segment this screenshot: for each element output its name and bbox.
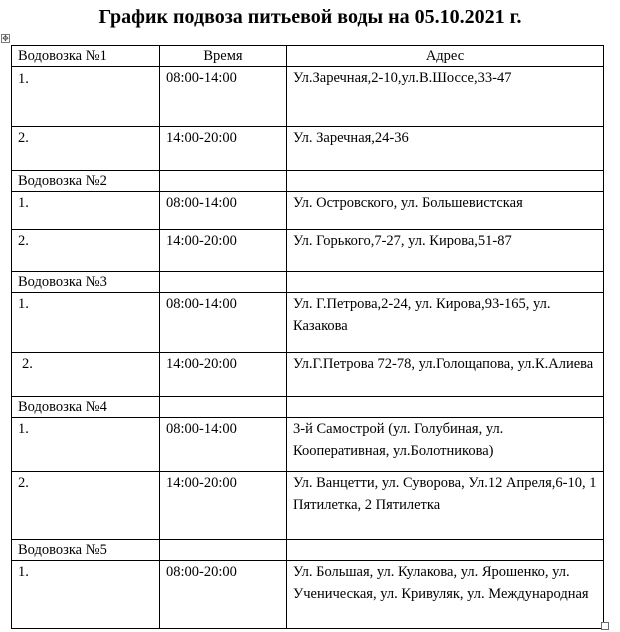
delivery-time: 14:00-20:00 bbox=[160, 230, 287, 272]
water-delivery-schedule-table bbox=[11, 45, 604, 629]
truck-group-label: Водовозка №3 bbox=[12, 272, 160, 293]
empty-cell bbox=[160, 397, 287, 418]
empty-cell bbox=[287, 540, 604, 561]
header-time: Время bbox=[160, 46, 287, 67]
delivery-time: 14:00-20:00 bbox=[160, 353, 287, 397]
delivery-address: Ул.Г.Петрова 72-78, ул.Голощапова, ул.К.Алиева bbox=[287, 353, 604, 397]
delivery-time: 14:00-20:00 bbox=[160, 127, 287, 171]
table-row bbox=[12, 230, 604, 272]
row-number: 1. bbox=[12, 192, 160, 230]
delivery-time: 08:00-14:00 bbox=[160, 293, 287, 353]
row-number: 1. bbox=[12, 418, 160, 472]
empty-cell bbox=[287, 397, 604, 418]
delivery-address: Ул. Островского, ул. Большевистская bbox=[287, 192, 604, 230]
table-row bbox=[12, 472, 604, 540]
table-move-handle-icon[interactable]: ✥ bbox=[2, 34, 9, 43]
table-row bbox=[12, 127, 604, 171]
delivery-address: 3-й Самострой (ул. Голубиная, ул. Кооперативная, ул.Болотникова) bbox=[287, 418, 604, 472]
table-row bbox=[12, 353, 604, 397]
delivery-time: 08:00-14:00 bbox=[160, 67, 287, 127]
delivery-address: Ул. Заречная,24-36 bbox=[287, 127, 604, 171]
group-header-row bbox=[12, 397, 604, 418]
delivery-time: 14:00-20:00 bbox=[160, 472, 287, 540]
empty-cell bbox=[160, 540, 287, 561]
table-row bbox=[12, 561, 604, 629]
row-number: 2. bbox=[12, 353, 160, 397]
group-header-row bbox=[12, 272, 604, 293]
row-number: 2. bbox=[12, 472, 160, 540]
delivery-time: 08:00-14:00 bbox=[160, 192, 287, 230]
table-row bbox=[12, 418, 604, 472]
delivery-time: 08:00-14:00 bbox=[160, 418, 287, 472]
row-number: 2. bbox=[12, 127, 160, 171]
empty-cell bbox=[287, 171, 604, 192]
header-truck-1: Водовозка №1 bbox=[12, 46, 160, 67]
group-header-row bbox=[12, 171, 604, 192]
document-title: График подвоза питьевой воды на 05.10.2021 г. bbox=[98, 6, 522, 28]
truck-group-label: Водовозка №2 bbox=[12, 171, 160, 192]
delivery-time: 08:00-20:00 bbox=[160, 561, 287, 629]
row-number: 1. bbox=[12, 67, 160, 127]
empty-cell bbox=[160, 272, 287, 293]
header-address: Адрес bbox=[287, 46, 604, 67]
table-resize-handle-icon[interactable] bbox=[601, 622, 609, 630]
truck-group-label: Водовозка №5 bbox=[12, 540, 160, 561]
truck-group-label: Водовозка №4 bbox=[12, 397, 160, 418]
table-row bbox=[12, 67, 604, 127]
table-header-row bbox=[12, 46, 604, 67]
empty-cell bbox=[287, 272, 604, 293]
row-number: 1. bbox=[12, 561, 160, 629]
group-header-row bbox=[12, 540, 604, 561]
row-number: 2. bbox=[12, 230, 160, 272]
delivery-address: Ул. Горького,7-27, ул. Кирова,51-87 bbox=[287, 230, 604, 272]
table-row bbox=[12, 192, 604, 230]
delivery-address: Ул. Г.Петрова,2-24, ул. Кирова,93-165, ул. Казакова bbox=[287, 293, 604, 353]
empty-cell bbox=[160, 171, 287, 192]
table-row bbox=[12, 293, 604, 353]
delivery-address: Ул. Большая, ул. Кулакова, ул. Ярошенко, ул. Ученическая, ул. Кривуляк, ул. Международная bbox=[287, 561, 604, 629]
delivery-address: Ул. Ванцетти, ул. Суворова, Ул.12 Апреля,6-10, 1 Пятилетка, 2 Пятилетка bbox=[287, 472, 604, 540]
delivery-address: Ул.Заречная,2-10,ул.В.Шоссе,33-47 bbox=[287, 67, 604, 127]
row-number: 1. bbox=[12, 293, 160, 353]
